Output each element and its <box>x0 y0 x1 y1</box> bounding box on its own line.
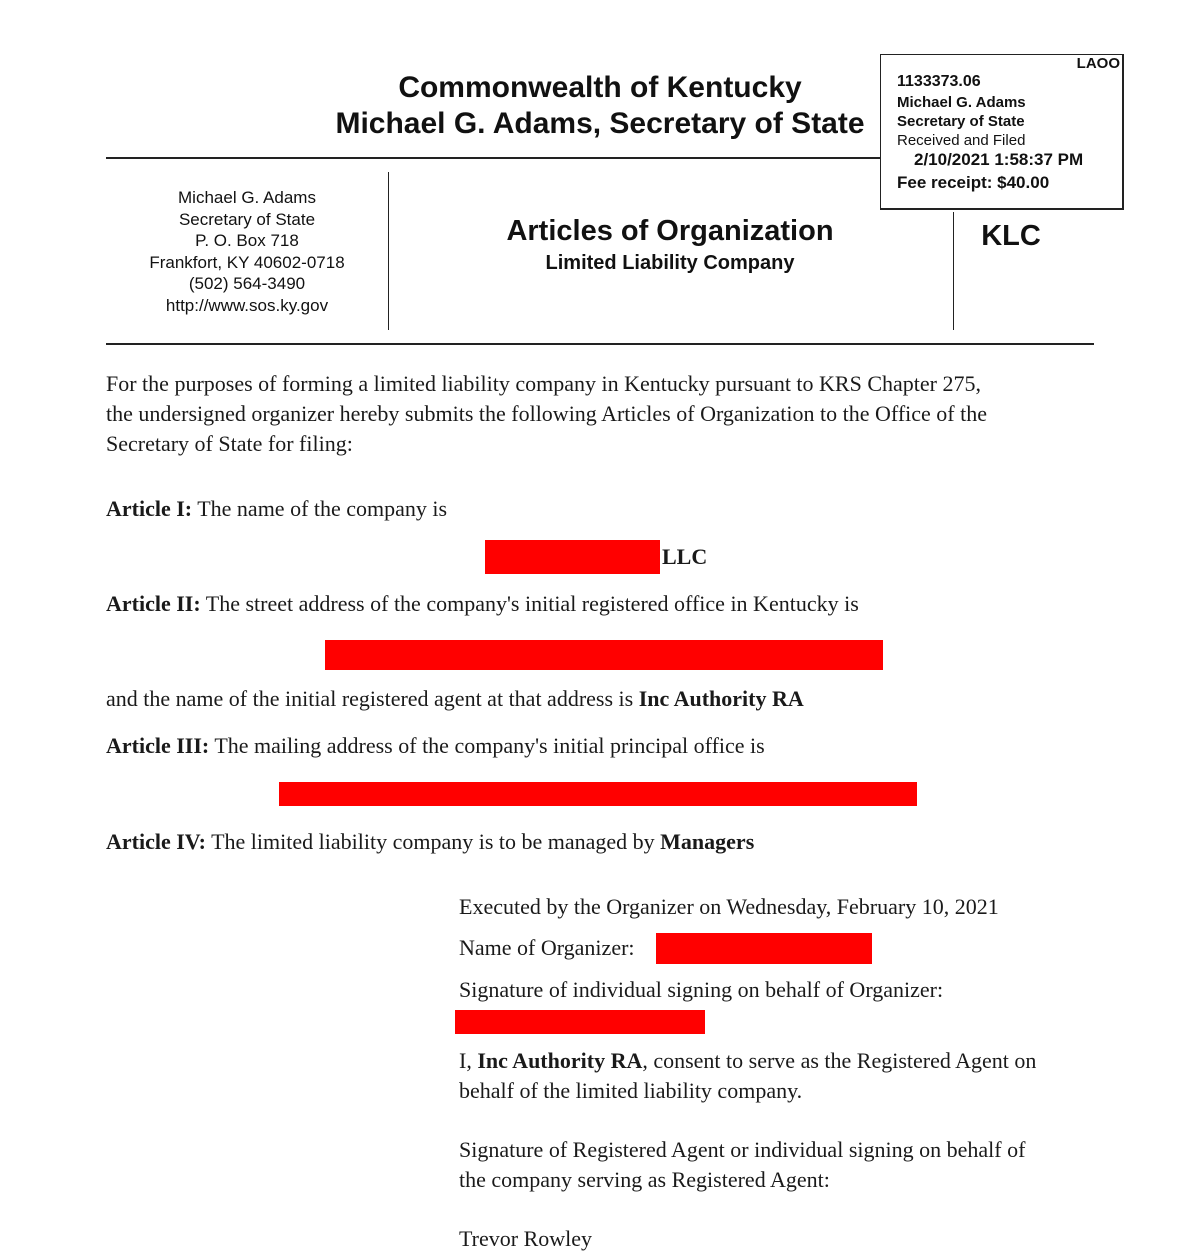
filing-stamp <box>880 54 1124 210</box>
consent-line <box>459 1046 1036 1076</box>
registered-agent-line <box>106 684 804 714</box>
article-2-label: Article II: <box>106 591 201 616</box>
agent-signature-label: Signature of Registered Agent or individual signing on behalf of <box>459 1137 1026 1162</box>
address-line: Secretary of State <box>178 209 316 229</box>
article-2-text: The street address of the company's initial registered office in Kentucky is <box>200 591 859 616</box>
article-1-label: Article I: <box>106 496 193 521</box>
column-divider-left <box>388 172 389 330</box>
stamp-status: Received and Filed <box>897 132 1026 149</box>
consent-prefix: I, <box>459 1048 478 1073</box>
redaction-principal-office <box>279 782 917 806</box>
consent-line-2: behalf of the limited liability company. <box>459 1078 803 1103</box>
article-3-label: Article III: <box>106 733 210 758</box>
address-line: Frankfort, KY 40602-0718 <box>149 252 345 272</box>
document-subtitle: Limited Liability Company <box>545 252 795 274</box>
address-website: http://www.sos.ky.gov <box>165 295 329 315</box>
address-line: Michael G. Adams <box>178 188 316 207</box>
article-3-text: The mailing address of the company's initial principal office is <box>209 733 765 758</box>
intro-line: For the purposes of forming a limited liability company in Kentucky pursuant to KRS Chapter 275, <box>106 371 981 396</box>
organizer-label: Name of Organizer: <box>459 935 635 960</box>
stamp-office: Secretary of State <box>897 113 1025 130</box>
sos-address <box>108 187 386 316</box>
document-type-code: KLC <box>981 220 1041 252</box>
header-divider <box>106 157 881 159</box>
article-1 <box>106 494 447 524</box>
address-line: (502) 564-3490 <box>188 274 306 293</box>
registered-agent-name: Inc Authority RA <box>638 686 804 711</box>
stamp-name: Michael G. Adams <box>897 94 1026 111</box>
section-divider <box>106 343 1094 345</box>
redaction-company-name <box>485 540 660 574</box>
stamp-code: LAOO <box>1076 55 1120 72</box>
executed-statement: Executed by the Organizer on Wednesday, February 10, 2021 <box>459 894 999 919</box>
intro-line: the undersigned organizer hereby submits the following Articles of Organization to the Office of the <box>106 401 987 426</box>
column-divider-right <box>953 212 954 330</box>
article-4-text: The limited liability company is to be managed by <box>206 829 661 854</box>
intro-line: Secretary of State for filing: <box>106 431 353 456</box>
article-1-text: The name of the company is <box>192 496 448 521</box>
header-title-line2: Michael G. Adams, Secretary of State <box>335 107 865 140</box>
consent-text: , consent to serve as the Registered Agent on <box>642 1048 1037 1073</box>
redaction-organizer-name <box>656 933 872 964</box>
redaction-registered-office <box>325 640 883 670</box>
stamp-fee: Fee receipt: $40.00 <box>897 173 1050 192</box>
article-3 <box>106 731 765 761</box>
stamp-datetime: 2/10/2021 1:58:37 PM <box>914 150 1084 169</box>
agent-signer-name: Trevor Rowley <box>459 1226 593 1251</box>
management-type: Managers <box>660 829 755 854</box>
redaction-organizer-signature <box>455 1010 705 1034</box>
document-title: Articles of Organization <box>506 215 834 247</box>
registered-agent-text: and the name of the initial registered agent at that address is <box>106 686 639 711</box>
consent-agent-name: Inc Authority RA <box>477 1048 643 1073</box>
article-2 <box>106 589 859 619</box>
agent-signature-label-2: the company serving as Registered Agent: <box>459 1167 830 1192</box>
header-title-line1: Commonwealth of Kentucky <box>398 71 802 104</box>
stamp-number: 1133373.06 <box>897 73 981 90</box>
company-suffix: LLC <box>662 544 708 569</box>
article-4-label: Article IV: <box>106 829 206 854</box>
organizer-signature-label: Signature of individual signing on behalf of Organizer: <box>459 977 944 1002</box>
article-4 <box>106 827 754 857</box>
address-line: P. O. Box 718 <box>195 231 299 250</box>
